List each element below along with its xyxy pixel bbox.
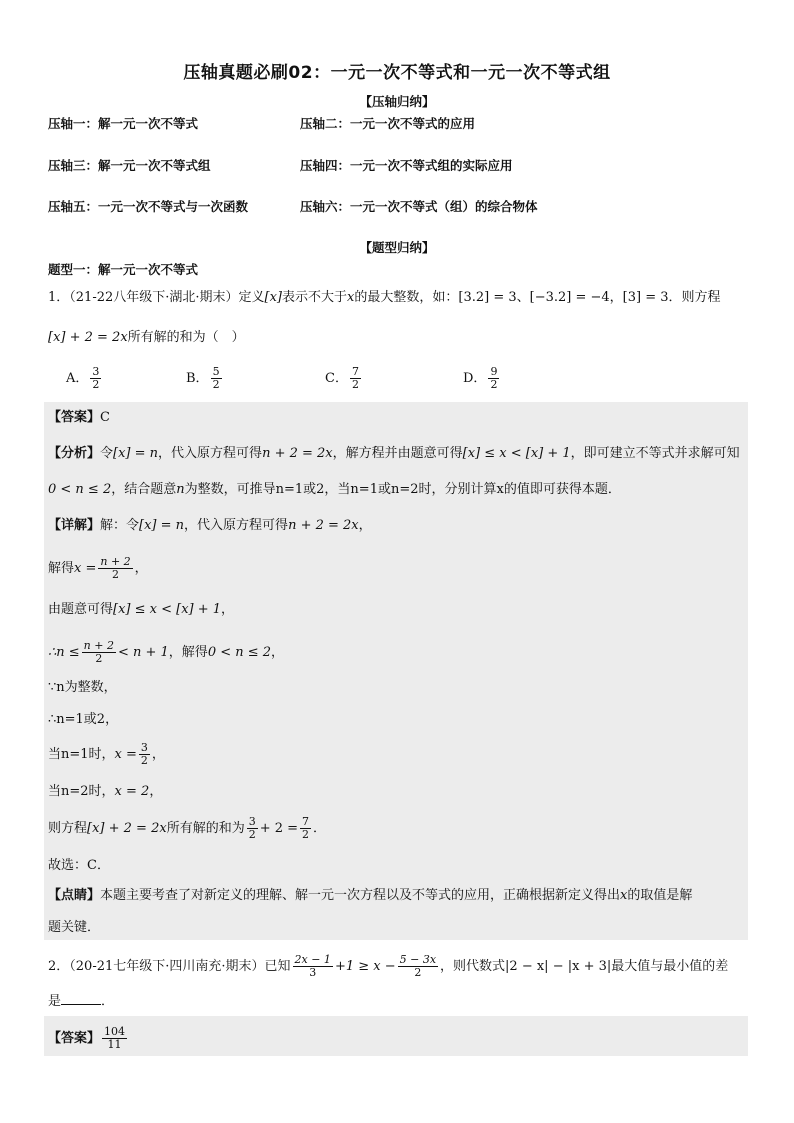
q1-tail: 所有解的和为（ ） [127, 330, 245, 345]
q1-comment-line-2: 题关键． [48, 920, 101, 935]
topic-4: 压轴四：一元一次不等式组的实际应用 [300, 158, 513, 173]
option-label: B． [186, 371, 209, 386]
q1-option-c[interactable] [325, 366, 363, 391]
q1-source: 1．（21-22八年级下·湖北·期末）定义 [48, 290, 265, 305]
q1-detail-line-3: 由题意可得[x] ≤ x < [x] + 1， [48, 602, 235, 617]
q1-option-a[interactable] [66, 366, 103, 391]
answer-fraction: $\frac{104}{11}$ [104, 1025, 126, 1051]
option-fraction: $\frac{5}{2}$ [212, 365, 220, 391]
q2-line-2: 是 ． [48, 990, 114, 1012]
topic-2: 压轴二：一元一次不等式的应用 [300, 116, 476, 131]
q1-line-2 [48, 328, 245, 348]
option-fraction: $\frac{7}{2}$ [351, 365, 359, 391]
detail-label: 【详解】 [48, 518, 101, 533]
q1-line-1 [48, 288, 721, 308]
q2-solution-block [44, 1016, 748, 1056]
answer-label: 【答案】 [48, 1031, 101, 1046]
option-label: D． [463, 371, 487, 386]
q1-detail-line-7: 当n=1时，x = $\frac{3}{2}$ ， [48, 741, 165, 767]
q1-def-text: 表示不大于 [282, 290, 348, 305]
topic-3: 压轴三：解一元一次不等式组 [48, 158, 211, 173]
option-label: C． [325, 371, 348, 386]
topic-1: 压轴一：解一元一次不等式 [48, 116, 199, 131]
q1-detail-line-2: 解得x = $\frac{n + 2}{2}$ ， [48, 555, 148, 581]
q1-comment-line-1: 【点睛】本题主要考查了对新定义的理解、解一元一次方程以及不等式的应用，正确根据新定义得出x的取值是解 [48, 888, 693, 903]
q1-detail-line-9: 则方程[x] + 2 = 2x所有解的和为 $\frac{3}{2}$ + 2 = $\frac{7}{2}$ ． [48, 815, 327, 841]
q1-choose: 故选：C． [48, 858, 110, 873]
page-title: 压轴真题必刷02：一元一次不等式和一元一次不等式组 [183, 63, 611, 83]
q2-answer [48, 1026, 129, 1051]
option-fraction: $\frac{3}{2}$ [92, 365, 100, 391]
q1-def-text2: 的最大整数，如： [354, 290, 459, 305]
q1-detail-line-1: 【详解】解：令[x] = n，代入原方程可得n + 2 = 2x， [48, 518, 372, 533]
q1-analysis-line-1: 【分析】令[x] = n，代入原方程可得n + 2 = 2x，解方程并由题意可得[x] ≤ x < [x] + 1，即可建立不等式并求解可知 [48, 446, 740, 461]
q1-equation: [x] + 2 = 2x [48, 330, 128, 345]
topic-5: 压轴五：一元一次不等式与一次函数 [48, 199, 249, 214]
q1-detail-line-4: ∴n ≤ $\frac{n + 2}{2}$ < n + 1，解得0 < n ≤ 2， [48, 639, 285, 665]
q1-bracket-x: [x] [264, 290, 282, 305]
answer-blank[interactable] [61, 990, 101, 1005]
summary-heading: 【压轴归纳】 [359, 94, 435, 109]
option-label: A． [66, 371, 89, 386]
comment-label: 【点睛】 [48, 888, 101, 903]
q1-analysis-line-2: 0 < n ≤ 2，结合题意n为整数，可推导n=1或2，当n=1或n=2时，分别计算x的值即可获得本题． [48, 482, 621, 497]
answer-label: 【答案】 [48, 410, 101, 425]
q2-source: 2．（20-21七年级下·四川南充·期末）已知 [48, 959, 291, 974]
q1-option-b[interactable] [186, 366, 224, 391]
q1-option-d[interactable] [463, 366, 501, 391]
q1-x: x [347, 290, 355, 305]
option-fraction: $\frac{9}{2}$ [490, 365, 498, 391]
q1-answer [48, 408, 110, 428]
topic-6: 压轴六：一元一次不等式（组）的综合物体 [300, 199, 538, 214]
types-heading: 【题型归纳】 [359, 240, 435, 255]
q1-detail-line-5: ∵n为整数， [48, 680, 117, 695]
answer-value: C [100, 410, 110, 425]
q1-detail-line-8: 当n=2时，x = 2， [48, 784, 163, 799]
analysis-label: 【分析】 [48, 446, 101, 461]
q1-detail-line-6: ∴n=1或2， [48, 712, 119, 727]
type-1-heading: 题型一：解一元一次不等式 [48, 262, 199, 277]
q1-examples: [3.2] = 3、[−3.2] = −4，[3] = 3．则方程 [458, 290, 721, 305]
q2-line-1: 2．（20-21七年级下·四川南充·期末）已知 $\frac{2x - 1}{3}$ +1 ≥ x − $\frac{5 - 3x}{2}$ ，则代数式|2 − x| − |x + 3|最大值与最小值的差 [48, 953, 729, 979]
